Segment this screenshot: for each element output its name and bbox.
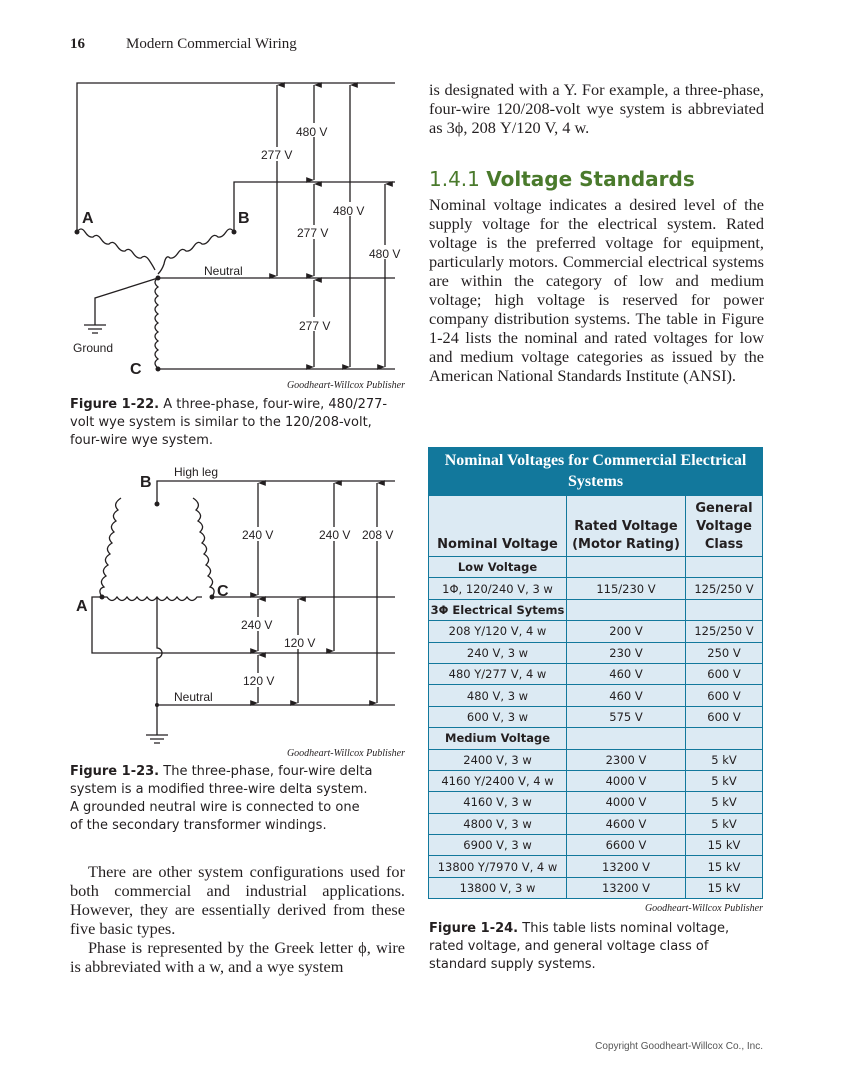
voltage-label: 277 V: [299, 319, 331, 333]
table-cell: 460 V: [567, 663, 686, 684]
voltage-label: 120 V: [243, 674, 275, 688]
terminal-c-label: C: [217, 583, 229, 600]
table-cell: 5 kV: [686, 770, 763, 791]
neutral-label: Neutral: [204, 264, 243, 278]
voltage-label: 480 V: [333, 204, 365, 218]
table-cell: 480 V, 3 w: [429, 685, 567, 706]
table-cell: [686, 728, 763, 749]
body-paragraph: Phase is represented by the Greek letter ϕ, wire is abbreviated with a w, and a wye system: [70, 938, 405, 976]
ground-label: Ground: [73, 341, 114, 355]
body-paragraph: is designated with a Y. For example, a three-phase, four-wire 120/208-volt wye system is abbreviated as 3ϕ, 208 Y/120 V, 4 w.: [429, 80, 764, 137]
figure-1-23-caption: [70, 763, 375, 835]
caption-label: Figure 1-24.: [429, 921, 519, 936]
terminal-a-label: A: [82, 210, 94, 227]
table-row: [429, 835, 763, 856]
figure-1-24-caption: [429, 920, 764, 974]
body-paragraph: Nominal voltage indicates a desired level of the supply voltage for the electrical system. Rated voltage is the preferred voltage for equipment, particularly motors. Commercial electrical systems are within the category of low and medium voltage; high voltage is reserved for power company distribution systems. The table in Figure 1-24 lists the nominal and rated voltages for low and medium voltage categories as issued by the American National Standards Institute (ANSI).: [429, 195, 764, 385]
voltage-table: [428, 447, 763, 914]
high-leg-label: High leg: [174, 465, 219, 479]
table-row: [429, 706, 763, 727]
column-header: General Voltage Class: [686, 496, 763, 557]
table-row: [429, 599, 763, 620]
voltage-label: 208 V: [362, 528, 394, 542]
table-cell: 15 kV: [686, 877, 763, 898]
table-title: Nominal Voltages for Commercial Electrical Systems: [428, 447, 763, 495]
section-number: 1.4.1: [429, 167, 480, 191]
table-cell: 230 V: [567, 642, 686, 663]
table-cell: 125/250 V: [686, 621, 763, 642]
table-cell: 600 V: [686, 685, 763, 706]
table-row: [429, 813, 763, 834]
figure-credit: Goodheart-Willcox Publisher: [644, 903, 763, 915]
table-cell: 15 kV: [686, 835, 763, 856]
table-cell: 4000 V: [567, 792, 686, 813]
figure-credit: Goodheart-Willcox Publisher: [286, 748, 405, 759]
table-cell: 4000 V: [567, 770, 686, 791]
table-cell: 4600 V: [567, 813, 686, 834]
table-cell: 13200 V: [567, 877, 686, 898]
category-cell: Low Voltage: [429, 557, 567, 578]
table-cell: 4800 V, 3 w: [429, 813, 567, 834]
table-cell: 1Φ, 120/240 V, 3 w: [429, 578, 567, 599]
table-cell: 15 kV: [686, 856, 763, 877]
table-cell: 575 V: [567, 706, 686, 727]
figure-1-23-diagram: [92, 481, 395, 743]
body-paragraph: There are other system configurations used for both commercial and industrial applications. However, they are essentially derived from these five basic types.: [70, 862, 405, 938]
table-cell: 250 V: [686, 642, 763, 663]
table-cell: 13800 V, 3 w: [429, 877, 567, 898]
caption-label: Figure 1-22.: [70, 397, 160, 412]
table-cell: 600 V: [686, 706, 763, 727]
voltage-label: 240 V: [241, 618, 273, 632]
table-cell: 5 kV: [686, 792, 763, 813]
table-cell: 6900 V, 3 w: [429, 835, 567, 856]
table-cell: 6600 V: [567, 835, 686, 856]
running-head: Modern Commercial Wiring: [126, 36, 297, 52]
category-cell: Medium Voltage: [429, 728, 567, 749]
table-row: [429, 642, 763, 663]
voltage-label: 480 V: [369, 247, 401, 261]
table-cell: 480 Y/277 V, 4 w: [429, 663, 567, 684]
table-row: [429, 770, 763, 791]
voltage-label: 277 V: [297, 226, 329, 240]
table-row: [429, 621, 763, 642]
neutral-label: Neutral: [174, 690, 213, 704]
voltage-label: 240 V: [242, 528, 274, 542]
category-cell: 3Φ Electrical Sytems: [429, 599, 567, 620]
table-cell: 115/230 V: [567, 578, 686, 599]
column-header: Nominal Voltage: [429, 496, 567, 557]
table-row: [429, 728, 763, 749]
column-header: Rated Voltage (Motor Rating): [567, 496, 686, 557]
table-cell: [567, 728, 686, 749]
table-cell: 4160 V, 3 w: [429, 792, 567, 813]
voltage-label: 240 V: [319, 528, 351, 542]
table-cell: 5 kV: [686, 749, 763, 770]
table-row: [429, 792, 763, 813]
caption-text: A three-phase, four-wire, 480/277-volt wye system is similar to the 120/208-volt, four-wire wye system.: [70, 397, 388, 448]
table-row: [429, 578, 763, 599]
table-row: [429, 557, 763, 578]
voltage-label: 480 V: [296, 125, 328, 139]
table-row: [429, 663, 763, 684]
table-cell: 200 V: [567, 621, 686, 642]
terminal-b-label: B: [238, 210, 250, 227]
table-cell: 208 Y/120 V, 4 w: [429, 621, 567, 642]
table-cell: 600 V: [686, 663, 763, 684]
figure-credit: Goodheart-Willcox Publisher: [286, 380, 405, 391]
section-heading: [429, 167, 695, 191]
table-cell: [686, 557, 763, 578]
caption-text: The three-phase, four-wire delta system is a modified three-wire delta system. A grounded neutral wire is connected to one of the secondary transformer windings.: [70, 764, 373, 833]
table-cell: 5 kV: [686, 813, 763, 834]
table-row: [429, 877, 763, 898]
table-row: [429, 749, 763, 770]
table-cell: 460 V: [567, 685, 686, 706]
table-row: [429, 685, 763, 706]
table-cell: 240 V, 3 w: [429, 642, 567, 663]
table-cell: 13800 Y/7970 V, 4 w: [429, 856, 567, 877]
terminal-c-label: C: [130, 361, 142, 378]
voltage-label: 120 V: [284, 636, 316, 650]
caption-label: Figure 1-23.: [70, 764, 160, 779]
table-cell: 13200 V: [567, 856, 686, 877]
table-row: [429, 856, 763, 877]
table-cell: 4160 Y/2400 V, 4 w: [429, 770, 567, 791]
table-cell: [567, 557, 686, 578]
voltage-label: 277 V: [261, 148, 293, 162]
copyright: Copyright Goodheart-Willcox Co., Inc.: [595, 1041, 763, 1052]
figure-1-22-caption: [70, 396, 405, 450]
table-cell: 125/250 V: [686, 578, 763, 599]
table-cell: [567, 599, 686, 620]
caption-text: This table lists nominal voltage, rated voltage, and general voltage class of standard supply systems.: [429, 921, 730, 972]
table-cell: 2400 V, 3 w: [429, 749, 567, 770]
page-number: 16: [70, 36, 85, 52]
table-cell: 2300 V: [567, 749, 686, 770]
table-cell: [686, 599, 763, 620]
table-cell: 600 V, 3 w: [429, 706, 567, 727]
terminal-a-label: A: [76, 598, 88, 615]
section-title: Voltage Standards: [486, 167, 695, 191]
terminal-b-label: B: [140, 474, 152, 491]
